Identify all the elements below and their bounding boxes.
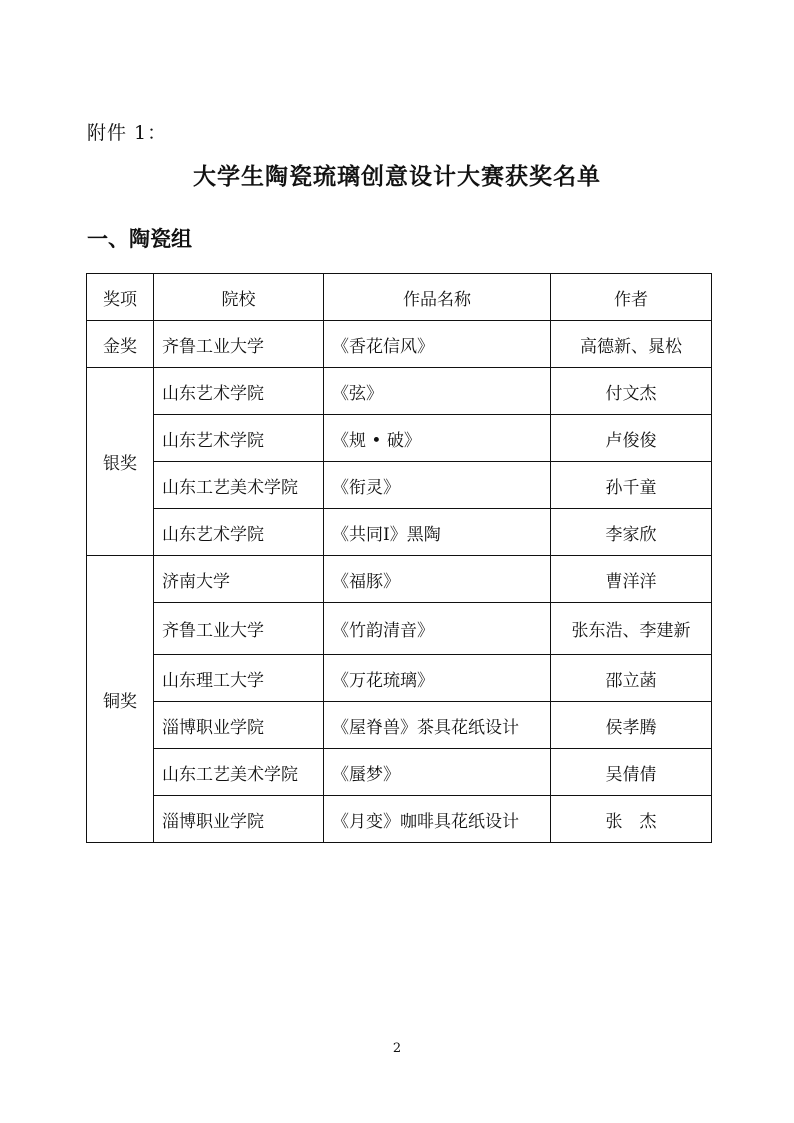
table-row [87,321,712,368]
page-number: 2 [392,1041,402,1056]
school-cell: 淄博职业学院 [154,702,324,749]
school-cell: 淄博职业学院 [154,796,324,843]
table-row [87,415,712,462]
work-cell: 《弦》 [324,368,551,415]
table-row [87,509,712,556]
author-cell: 曹洋洋 [551,556,712,603]
header-school: 院校 [154,274,324,321]
award-cell-gold: 金奖 [87,321,154,368]
table-header-row [87,274,712,321]
work-cell: 《共同Ⅰ》黑陶 [324,509,551,556]
author-cell: 张东浩、李建新 [551,603,712,655]
author-cell: 卢俊俊 [551,415,712,462]
school-cell: 齐鲁工业大学 [154,603,324,655]
header-work: 作品名称 [324,274,551,321]
author-cell: 邵立菡 [551,655,712,702]
school-cell: 山东理工大学 [154,655,324,702]
school-cell: 山东艺术学院 [154,509,324,556]
author-cell: 张 杰 [551,796,712,843]
award-cell-bronze: 铜奖 [87,556,154,843]
author-cell: 侯孝腾 [551,702,712,749]
school-cell: 山东艺术学院 [154,415,324,462]
header-award: 奖项 [87,274,154,321]
author-cell: 孙千童 [551,462,712,509]
school-cell: 山东工艺美术学院 [154,462,324,509]
document-title: 大学生陶瓷琉璃创意设计大赛获奖名单 [193,163,601,190]
award-cell-silver: 银奖 [87,368,154,556]
author-cell: 高德新、晁松 [551,321,712,368]
work-cell: 《万花琉璃》 [324,655,551,702]
table-row [87,556,712,603]
work-cell: 《月变》咖啡具花纸设计 [324,796,551,843]
table-row [87,603,712,655]
header-author: 作者 [551,274,712,321]
work-cell: 《屋脊兽》茶具花纸设计 [324,702,551,749]
table-row [87,749,712,796]
attachment-label: 附件 1： [87,122,168,144]
awards-table [86,273,712,843]
table-row [87,462,712,509]
section-heading: 一、陶瓷组 [87,227,192,251]
author-cell: 付文杰 [551,368,712,415]
school-cell: 山东工艺美术学院 [154,749,324,796]
author-cell: 吴倩倩 [551,749,712,796]
work-cell: 《福豚》 [324,556,551,603]
work-cell: 《蜃梦》 [324,749,551,796]
table-row [87,368,712,415]
table-row [87,655,712,702]
author-cell: 李家欣 [551,509,712,556]
table-row [87,796,712,843]
work-cell: 《香花信风》 [324,321,551,368]
school-cell: 山东艺术学院 [154,368,324,415]
school-cell: 齐鲁工业大学 [154,321,324,368]
table-row [87,702,712,749]
work-cell: 《竹韵清音》 [324,603,551,655]
work-cell: 《规 • 破》 [324,415,551,462]
school-cell: 济南大学 [154,556,324,603]
work-cell: 《衔灵》 [324,462,551,509]
